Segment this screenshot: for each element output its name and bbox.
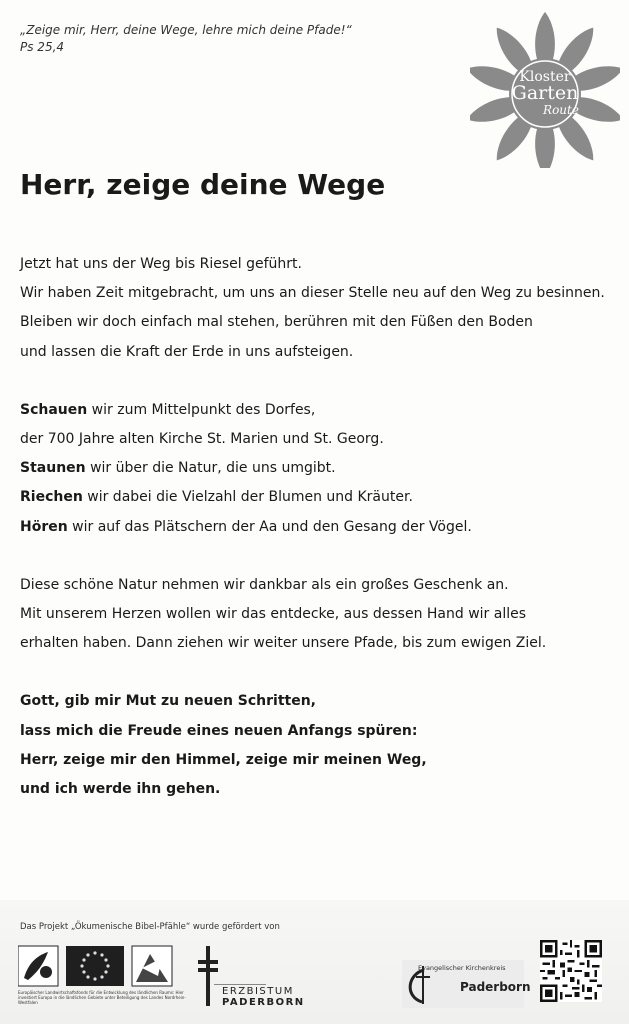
qr-code-icon — [540, 940, 602, 1002]
main-text — [20, 250, 620, 833]
paragraph-intro — [20, 250, 620, 367]
eu-flag-icon — [66, 946, 124, 986]
erzbistum-wordmark — [222, 986, 305, 1008]
prayer-line: Herr, zeige mir den Himmel, zeige mir meinen Weg, — [20, 751, 427, 768]
nrw-logo-icon — [132, 946, 172, 986]
eu-funding-logos — [18, 944, 178, 988]
text-line: Diese schöne Natur nehmen wir dankbar als ein großes Geschenk an. — [20, 576, 509, 593]
text-line: Mit unserem Herzen wollen wir das entdecke, aus dessen Hand wir alles — [20, 606, 527, 623]
keyword-hoeren: Hören — [20, 518, 68, 535]
logo-line-route: Route — [543, 103, 579, 117]
sponsor-line: Das Projekt „Ökumenische Bibel-Pfähle“ wurde gefördert von — [20, 922, 280, 932]
erzbistum-line2: PADERBORN — [222, 997, 305, 1008]
prayer-line: lass mich die Freude eines neuen Anfangs spüren: — [20, 722, 418, 739]
keyword-riechen: Riechen — [20, 489, 83, 506]
paragraph-gratitude — [20, 571, 620, 659]
text-line — [20, 513, 620, 542]
quote-text: „Zeige mir, Herr, deine Wege, lehre mich deine Pfade!“ — [20, 23, 352, 37]
erzbistum-line1: ERZBISTUM — [222, 986, 294, 997]
bible-quote — [20, 22, 352, 56]
text-line — [20, 396, 620, 425]
kirchenkreis-label: Evangelischer Kirchenkreis — [418, 964, 506, 972]
prayer — [20, 687, 620, 804]
paragraph-senses — [20, 396, 620, 542]
eu-funding-caption: Europäischer Landwirtschaftsfonds für die Entwicklung des ländlichen Raums: Hier investiert Europa in die ländlichen Gebiete unter Beteiligung des Landes Nordrhein-Westfalen — [18, 990, 186, 1005]
keyword-schauen: Schauen — [20, 401, 88, 418]
text-line: und lassen die Kraft der Erde in uns aufsteigen. — [20, 343, 354, 360]
line-rest: wir dabei die Vielzahl der Blumen und Kräuter. — [82, 489, 413, 506]
prayer-line: Gott, gib mir Mut zu neuen Schritten, — [20, 693, 317, 710]
quote-reference: Ps 25,4 — [20, 40, 65, 54]
logo-line-kloster: Kloster — [519, 69, 571, 85]
prayer-line: und ich werde ihn gehen. — [20, 781, 221, 798]
text-line — [20, 483, 620, 512]
line-rest: wir über die Natur, die uns umgibt. — [85, 460, 336, 477]
logo-line-garten: Garten — [511, 82, 579, 104]
keyword-staunen: Staunen — [20, 460, 86, 477]
text-line: Wir haben Zeit mitgebracht, um uns an dieser Stelle neu auf den Weg zu besinnen. — [20, 285, 605, 302]
text-line: Bleiben wir doch einfach mal stehen, berühren mit den Füßen den Boden — [20, 314, 533, 331]
text-line: der 700 Jahre alten Kirche St. Marien und St. Georg. — [20, 431, 384, 448]
logo-wordmark — [470, 70, 620, 118]
line-rest: wir auf das Plätschern der Aa und den Gesang der Vögel. — [67, 518, 472, 535]
kirchenkreis-name: Paderborn — [460, 980, 531, 994]
klostergarten-route-logo — [470, 8, 620, 168]
line-rest: wir zum Mittelpunkt des Dorfes, — [87, 401, 316, 418]
page-title: Herr, zeige deine Wege — [20, 168, 386, 201]
text-line — [20, 454, 620, 483]
text-line: erhalten haben. Dann ziehen wir weiter unsere Pfade, bis zum ewigen Ziel. — [20, 635, 547, 652]
text-line: Jetzt hat uns der Weg bis Riesel geführt. — [20, 256, 302, 272]
leader-logo-icon — [18, 946, 58, 986]
